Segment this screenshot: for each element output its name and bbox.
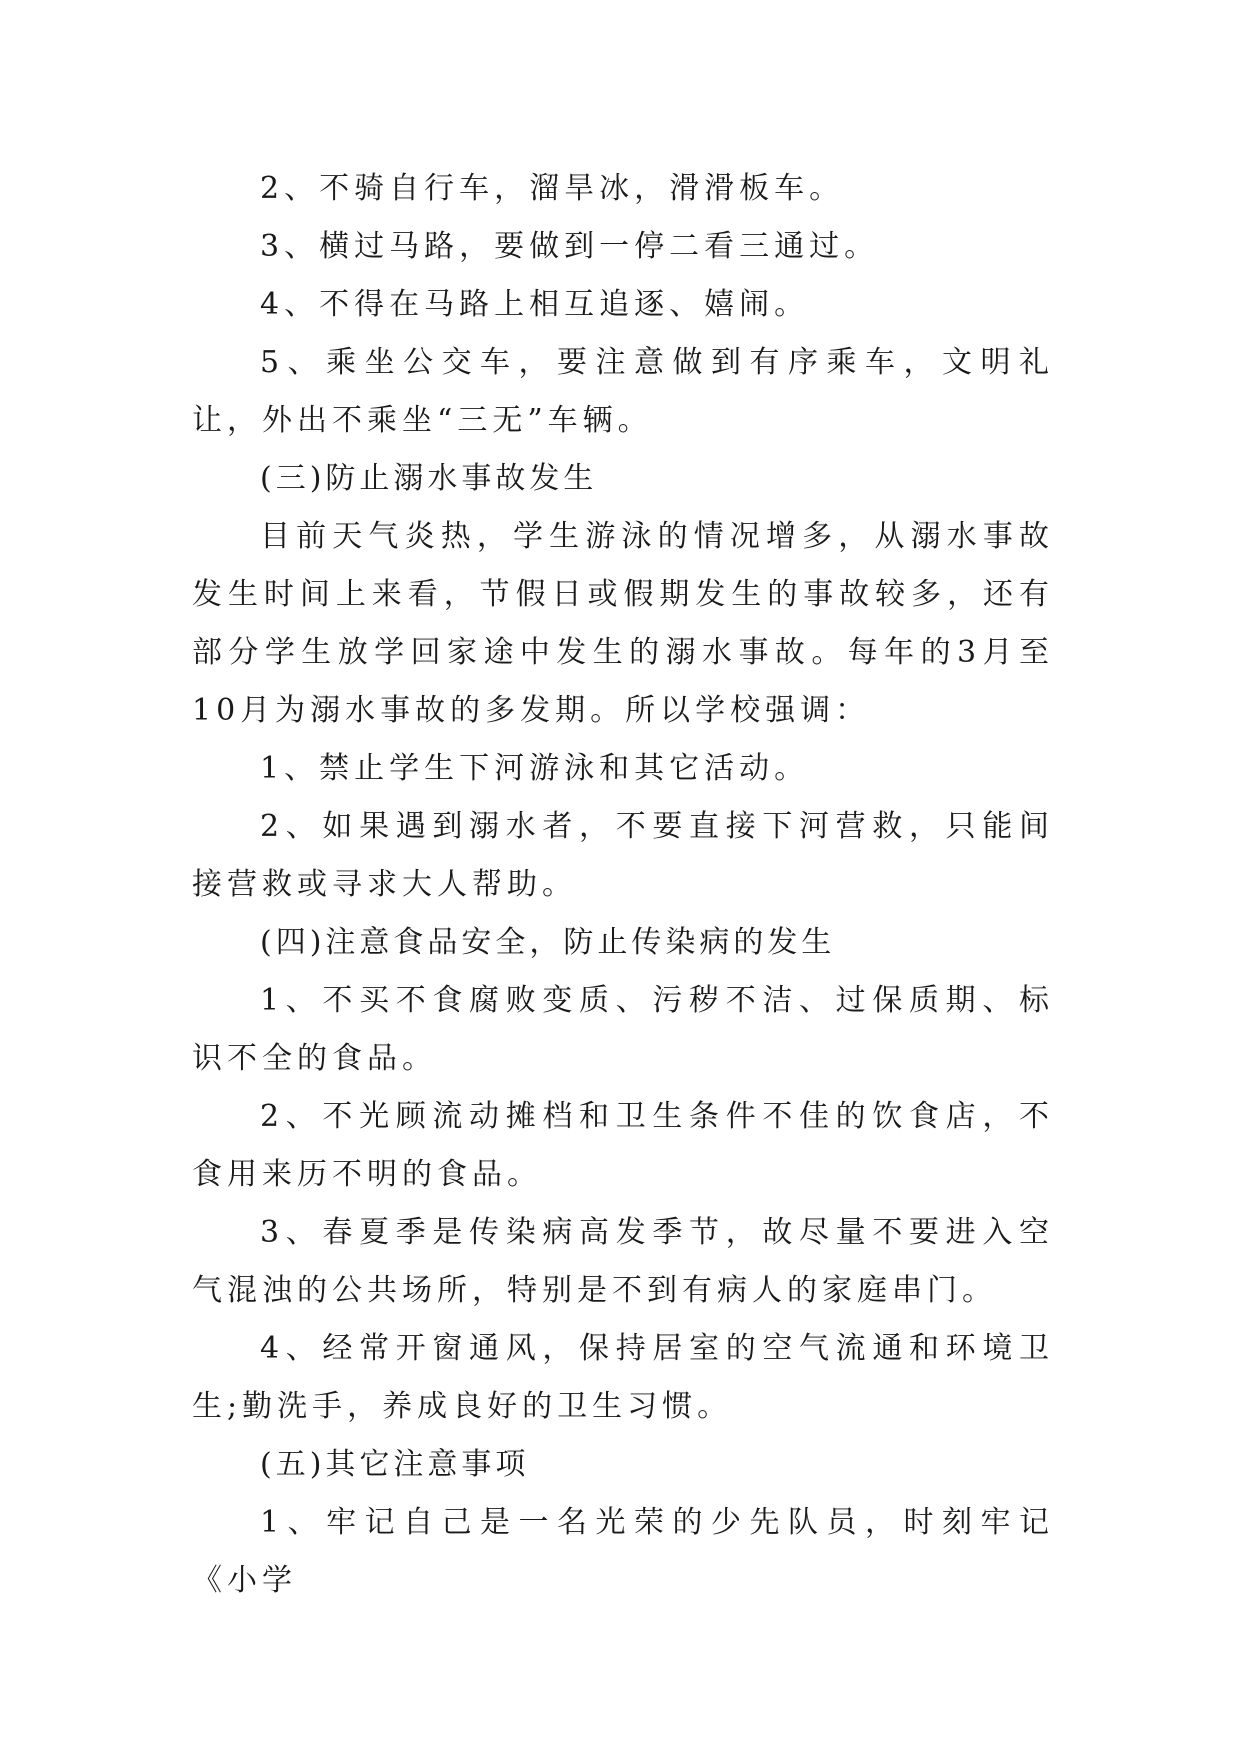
paragraph-item: 目前天气炎热，学生游泳的情况增多，从溺水事故发生时间上来看，节假日或假期发生的事故较多，还有部分学生放学回家途中发生的溺水事故。每年的3月至10月为溺水事故的多发期。所以学校强调： (192, 519, 1054, 728)
document-body (192, 160, 1054, 1610)
paragraph-item: 4、不得在马路上相互追逐、嬉闹。 (260, 287, 810, 322)
paragraph-item: 4、经常开窗通风，保持居室的空气流通和环境卫生;勤洗手，养成良好的卫生习惯。 (192, 1331, 1054, 1424)
paragraph-item: 2、如果遇到溺水者，不要直接下河营救，只能间接营救或寻求大人帮助。 (192, 809, 1054, 902)
section-heading: (三)防止溺水事故发生 (260, 461, 598, 496)
paragraph-item: 1、禁止学生下河游泳和其它活动。 (260, 751, 810, 786)
paragraph-item: 3、春夏季是传染病高发季节，故尽量不要进入空气混浊的公共场所，特别是不到有病人的家庭串门。 (192, 1215, 1054, 1308)
paragraph-item: 1、不买不食腐败变质、污秽不洁、过保质期、标识不全的食品。 (192, 983, 1054, 1076)
paragraph-item: 2、不骑自行车，溜旱冰，滑滑板车。 (260, 171, 845, 206)
paragraph-item: 5、乘坐公交车，要注意做到有序乘车，文明礼让，外出不乘坐“三无”车辆。 (192, 345, 1054, 438)
section-heading: (五)其它注意事项 (260, 1447, 530, 1482)
paragraph-item: 3、横过马路，要做到一停二看三通过。 (260, 229, 880, 264)
paragraph-item: 2、不光顾流动摊档和卫生条件不佳的饮食店，不食用来历不明的食品。 (192, 1099, 1054, 1192)
paragraph-item: 1、牢记自己是一名光荣的少先队员，时刻牢记《小学 (192, 1505, 1054, 1598)
section-heading: (四)注意食品安全，防止传染病的发生 (260, 925, 836, 960)
